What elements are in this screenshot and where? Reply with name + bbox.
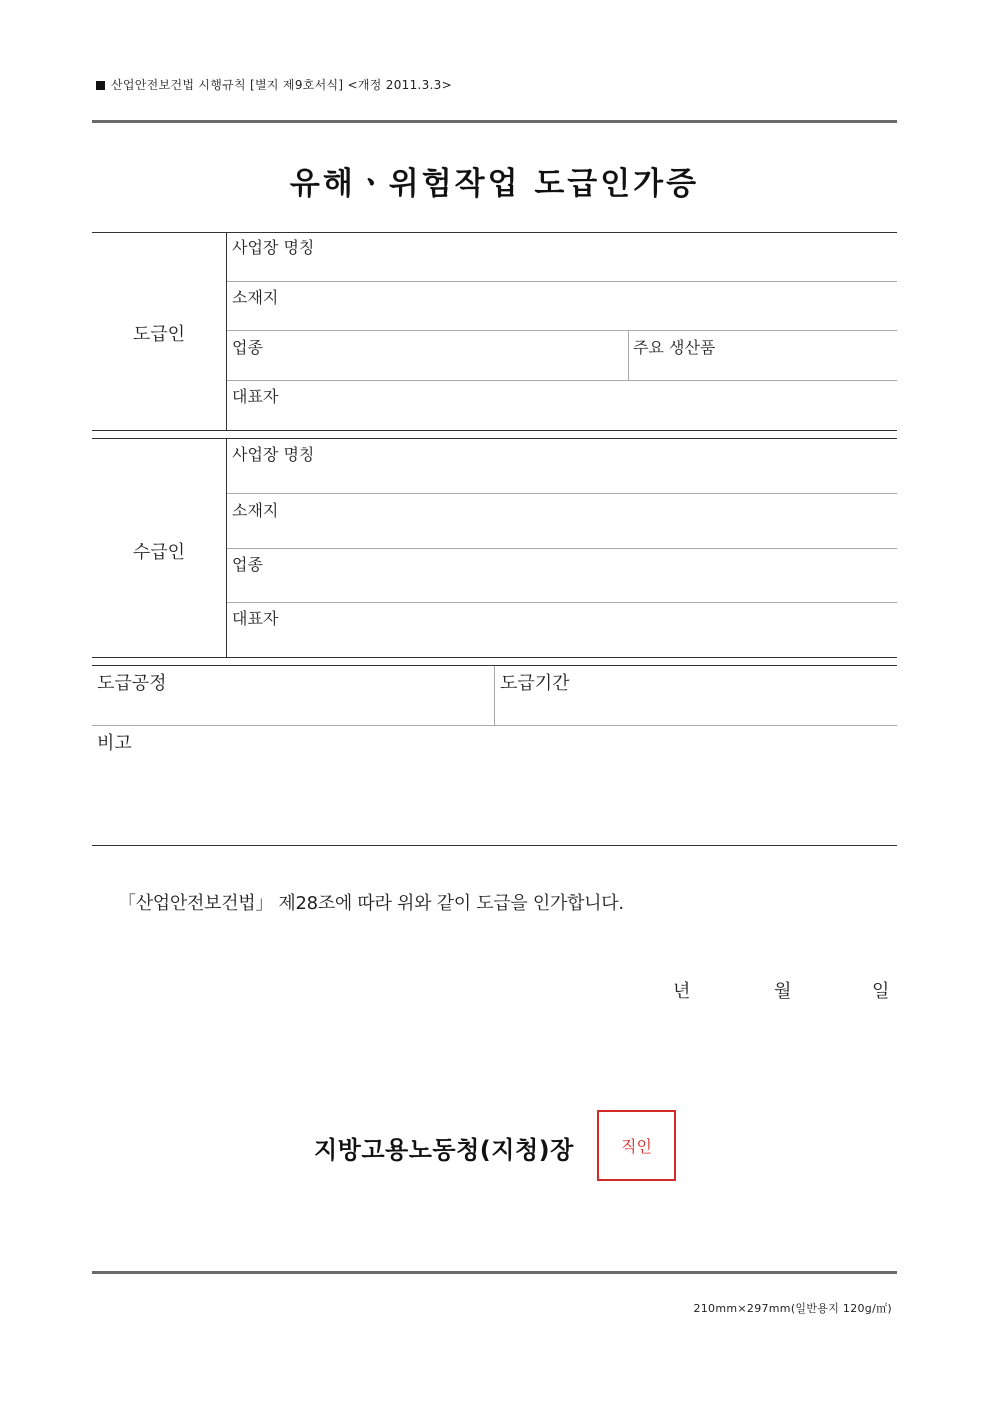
contractor-site-name-label: 사업장 명칭	[232, 238, 315, 257]
contract-period-label: 도급기간	[500, 673, 570, 694]
contractor-group-label: 도급인	[132, 324, 186, 345]
date-year-label: 년	[673, 981, 691, 1002]
row-divider	[227, 602, 897, 603]
row-divider	[227, 281, 897, 282]
row-divider	[227, 548, 897, 549]
section-subcontractor-top-border	[92, 438, 897, 439]
cell-divider	[494, 666, 495, 725]
seal-text: 직인	[621, 1137, 652, 1156]
section-contractor-top-border	[92, 232, 897, 233]
subcontractor-site-name-label: 사업장 명칭	[232, 445, 315, 464]
form-reference-note	[96, 76, 452, 93]
date-month-label: 월	[774, 981, 792, 1002]
subcontractor-address-label: 소재지	[232, 501, 279, 520]
cell-divider	[628, 331, 629, 380]
section-contractor-divider	[226, 232, 227, 430]
section-contractor-bottom-border	[92, 430, 897, 431]
row-divider	[227, 380, 897, 381]
bottom-rule	[92, 1271, 897, 1274]
contractor-address-label: 소재지	[232, 288, 279, 307]
issuer-title: 지방고용노동청(지청)장	[314, 1136, 574, 1164]
subcontractor-industry-label: 업종	[232, 555, 263, 574]
approval-statement: 「산업안전보건법」 제28조에 따라 위와 같이 도급을 인가합니다.	[118, 893, 624, 914]
form-reference-text: 산업안전보건법 시행규칙 [별지 제9호서식] <개정 2011.3.3>	[111, 78, 452, 92]
official-seal-box	[597, 1110, 676, 1181]
contractor-main-product-label: 주요 생산품	[633, 338, 716, 357]
remarks-label: 비고	[97, 733, 132, 754]
row-divider	[227, 330, 897, 331]
paper-size-note: 210mm×297mm(일반용지 120g/㎡)	[693, 1302, 892, 1315]
square-bullet-icon	[96, 81, 105, 90]
subcontractor-representative-label: 대표자	[232, 609, 279, 628]
section-subcontractor-bottom-border	[92, 657, 897, 658]
section-contract-bottom-border	[92, 845, 897, 846]
row-divider	[227, 493, 897, 494]
contractor-representative-label: 대표자	[232, 387, 279, 406]
top-rule	[92, 120, 897, 123]
contractor-industry-label: 업종	[232, 338, 263, 357]
date-day-label: 일	[872, 981, 890, 1002]
subcontractor-group-label: 수급인	[132, 542, 186, 563]
contract-process-label: 도급공정	[97, 673, 167, 694]
row-divider	[92, 725, 897, 726]
page-title: 유해ㆍ위험작업 도급인가증	[289, 166, 700, 202]
